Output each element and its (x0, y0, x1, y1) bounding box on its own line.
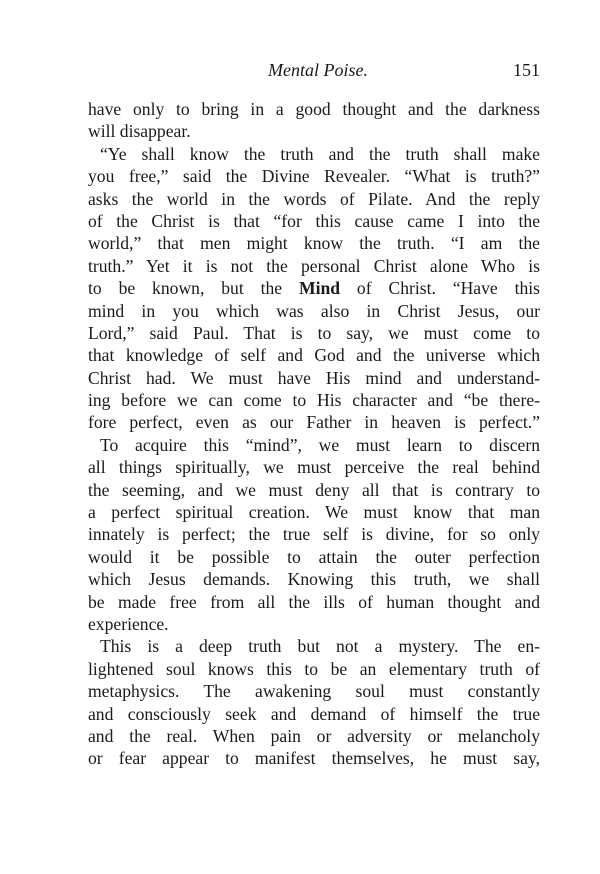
line-text: you free,” said the Divine Revealer. “What is truth?” (88, 166, 540, 187)
text-line (88, 300, 540, 322)
text-line (88, 703, 540, 725)
line-text: have only to bring in a good thought and the darkness (88, 99, 540, 119)
line-text: experience. (88, 613, 169, 634)
text-line (88, 434, 540, 456)
text-line (88, 322, 540, 344)
text-line (88, 523, 540, 545)
text-line (88, 546, 540, 568)
text-line (88, 479, 540, 501)
line-text: mind in you which was also in Christ Jesus, our (88, 300, 540, 321)
line-text: that knowledge of self and God and the universe which (88, 345, 540, 366)
text-line (88, 232, 540, 254)
text-line (88, 613, 540, 635)
text-line (88, 725, 540, 747)
line-text: of Christ. “Have this (340, 278, 540, 299)
text-line (88, 658, 540, 680)
text-line (88, 367, 540, 389)
line-text: would it be possible to attain the outer perfection (88, 546, 540, 567)
line-text: or fear appear to manifest themselves, he must say, (88, 748, 540, 769)
line-text: Lord,” said Paul. That is to say, we must come to (88, 322, 540, 343)
line-text: Christ had. We must have His mind and understand- (88, 367, 540, 388)
line-text: a perfect spiritual creation. We must know that man (88, 502, 540, 523)
text-line (88, 165, 540, 187)
line-text: be made free from all the ills of human thought and (88, 591, 540, 612)
text-line (88, 120, 540, 142)
line-text: and consciously seek and demand of himself the true (88, 703, 540, 724)
line-text: to be known, but the (88, 278, 299, 299)
text-line (88, 747, 540, 769)
line-text: which Jesus demands. Knowing this truth, we shall (88, 569, 540, 590)
body-text (88, 98, 540, 770)
page-header (88, 60, 540, 84)
text-line (88, 143, 540, 165)
running-title: Mental Poise. (268, 60, 368, 80)
line-text: metaphysics. The awakening soul must constantly (88, 681, 540, 702)
line-text: “Ye shall know the truth and the truth shall make (100, 143, 540, 164)
page-number: 151 (513, 60, 540, 80)
text-line (88, 591, 540, 613)
line-text: truth.” Yet it is not the personal Christ alone Who is (88, 255, 540, 276)
line-text: innately is perfect; the true self is divine, for so only (88, 524, 540, 545)
text-line (88, 98, 540, 120)
line-text: will disappear. (88, 121, 191, 142)
bold-word: Mind (298, 278, 341, 299)
line-text: This is a deep truth but not a mystery. The en- (100, 636, 540, 657)
text-line (88, 680, 540, 702)
line-text: and the real. When pain or adversity or melancholy (88, 725, 540, 746)
text-line (88, 411, 540, 433)
line-text: asks the world in the words of Pilate. And the reply (88, 188, 540, 209)
text-line (88, 277, 540, 299)
line-text: To acquire this “mind”, we must learn to discern (100, 434, 540, 455)
text-line (88, 635, 540, 657)
line-text: all things spiritually, we must perceive the real behind (88, 457, 540, 478)
text-line (88, 188, 540, 210)
text-line (88, 456, 540, 478)
text-line (88, 501, 540, 523)
line-text: lightened soul knows this to be an elementary truth of (88, 658, 540, 679)
text-line (88, 344, 540, 366)
line-text: fore perfect, even as our Father in heaven is perfect.” (88, 412, 540, 433)
text-line (88, 210, 540, 232)
text-line (88, 255, 540, 277)
line-text: of the Christ is that “for this cause came I into the (88, 210, 540, 231)
line-text: world,” that men might know the truth. “I am the (88, 233, 540, 254)
line-text: the seeming, and we must deny all that is contrary to (88, 479, 540, 500)
text-line (88, 389, 540, 411)
line-text: ing before we can come to His character and “be there- (88, 390, 540, 411)
text-line (88, 568, 540, 590)
